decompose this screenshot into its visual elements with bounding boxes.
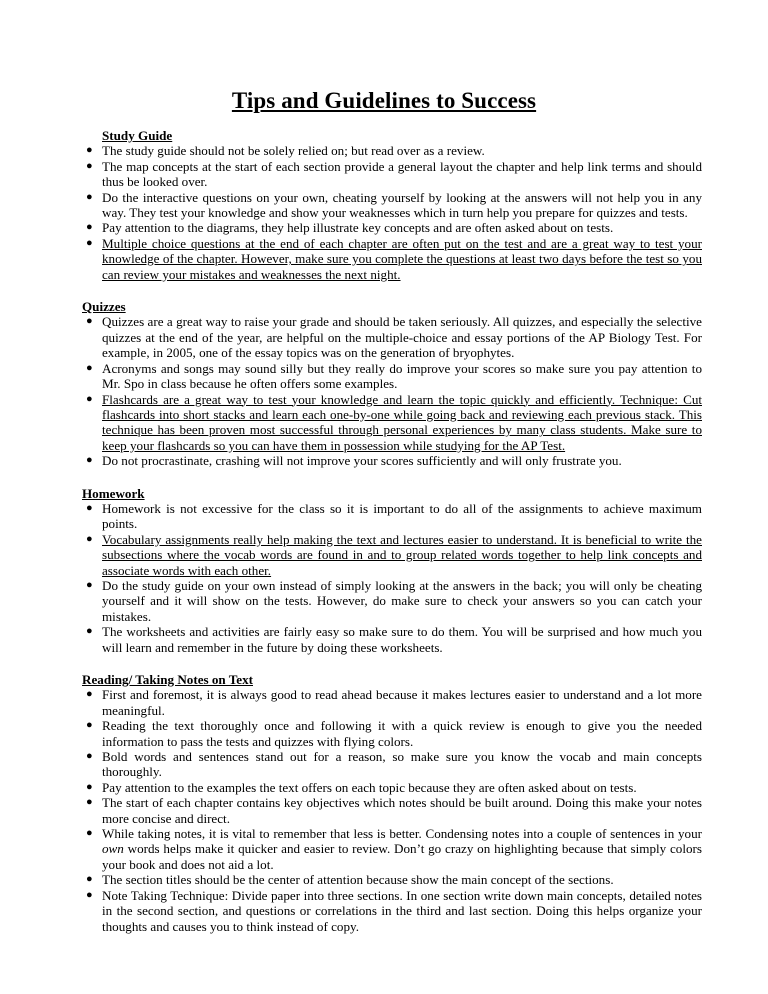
list-item: ● While taking notes, it is vital to remember that less is better. Condensing notes into a couple of sentences in your own words helps make it quicker and easier to review. Don’t go crazy on highlighting because that simply colors your book and does not aid a lot. [86, 826, 702, 872]
bullet-icon: ● [86, 796, 93, 809]
list-item: ● Pay attention to the examples the text offers on each topic because they are often asked about on tests. [86, 779, 637, 795]
bullet-list [82, 143, 702, 282]
list-item: ● Note Taking Technique: Divide paper into three sections. In one section write down main concepts, detailed notes in the second section, and questions or correlations in the third and last section. Doing this helps organize your thoughts and causes you to think instead of copy. [86, 887, 702, 934]
section-study-guide [82, 128, 702, 282]
list-item: ● The worksheets and activities are fairly easy so make sure to do them. You will be surprised and how much you will learn and remember in the future by doing these worksheets. [86, 624, 702, 655]
list-item-underlined: ● Flashcards are a great way to test your knowledge and learn the topic quickly and efficiently. Technique: Cut flashcards into short stacks and learn each one-by-one while going back and reviewing each previous stack. This technique has been proven most successful through personal experiences by many class students. Make sure to keep your flashcards so you can have them in possession while studying for the AP Test. [86, 391, 702, 453]
list-item: ● Reading the text thoroughly once and following it with a quick review is enough to give you the needed information to pass the tests and quizzes with flying colors. [86, 718, 702, 749]
bullet-icon: ● [86, 361, 93, 374]
emphasis-text: own [102, 841, 124, 857]
list-item: ● The start of each chapter contains key objectives which notes should be built around. Doing this make your notes more concise and direct. [86, 795, 702, 826]
list-item: ● Do the study guide on your own instead of simply looking at the answers in the back; you will only be cheating yourself and it will show on the tests. However, do make sure to check your answers so you can catch your mistakes. [86, 577, 702, 624]
bullet-icon: ● [86, 888, 93, 901]
list-item: ● The map concepts at the start of each section provide a general layout the chapter and help link terms and should thus be looked over. [86, 158, 702, 190]
section-heading: Homework [82, 485, 145, 501]
document-body [82, 128, 702, 951]
list-item-underlined: ● Multiple choice questions at the end of each chapter are often put on the test and are a great way to test your knowledge of the chapter. However, make sure you complete the questions at least two days before the test so you can review your mistakes and weaknesses the next night. [86, 235, 702, 282]
bullet-icon: ● [86, 688, 93, 701]
bullet-icon: ● [86, 532, 93, 545]
bullet-icon: ● [86, 159, 93, 172]
bullet-list [82, 687, 702, 934]
bullet-icon: ● [86, 190, 93, 203]
list-item: ● Bold words and sentences stand out for a reason, so make sure you know the vocab and main concepts thoroughly. [86, 749, 702, 780]
list-item: ● Homework is not excessive for the class so it is important to do all of the assignments to achieve maximum points. [86, 500, 702, 532]
section-heading: Reading/ Taking Notes on Text [82, 672, 253, 687]
bullet-list [82, 314, 702, 468]
list-item: ● Acronyms and songs may sound silly but they really do improve your scores so make sure you pay attention to Mr. Spo in class because he often offers some examples. [86, 360, 702, 392]
list-item: ● Do the interactive questions on your own, cheating yourself by looking at the answers will not help you in any way. They test your knowledge and show your weaknesses which in turn help you prepare for quizzes and tests. [86, 189, 702, 221]
bullet-icon: ● [86, 221, 93, 234]
bullet-icon: ● [86, 392, 93, 405]
section-homework [82, 486, 702, 655]
bullet-icon: ● [86, 454, 93, 467]
bullet-icon: ● [86, 501, 93, 514]
list-item: ● The study guide should not be solely relied on; but read over as a review. [86, 143, 485, 159]
section-heading: Quizzes [82, 299, 126, 315]
list-item-underlined: ● Vocabulary assignments really help making the text and lectures easier to understand. It is beneficial to write the subsections where the vocab words are found in and to group related words together to help link concepts and associate words with each other. [86, 531, 702, 578]
bullet-icon: ● [86, 873, 93, 886]
bullet-icon: ● [86, 578, 93, 591]
section-heading: Study Guide [102, 128, 173, 143]
list-item: ● First and foremost, it is always good to read ahead because it makes lectures easier to understand and a lot more meaningful. [86, 687, 702, 718]
bullet-icon: ● [86, 750, 93, 763]
bullet-icon: ● [86, 315, 93, 328]
bullet-icon: ● [86, 236, 93, 249]
section-reading-notes [82, 672, 702, 934]
bullet-icon: ● [86, 719, 93, 732]
list-item: ● Quizzes are a great way to raise your grade and should be taken seriously. All quizzes, and especially the selective quizzes at the end of the year, are helpful on the multiple-choice and essay portions of the AP Biology Test. For example, in 2005, one of the essay topics was on the generation of bryophytes. [86, 314, 702, 361]
list-item: ● Do not procrastinate, crashing will not improve your scores sufficiently and will only frustrate you. [86, 453, 622, 469]
section-quizzes [82, 299, 702, 468]
bullet-list [82, 501, 702, 655]
page-title: Tips and Guidelines to Success [231, 88, 537, 113]
list-item: ● Pay attention to the diagrams, they help illustrate key concepts and are often asked about on tests. [86, 220, 614, 236]
bullet-icon: ● [86, 625, 93, 638]
bullet-icon: ● [86, 827, 93, 840]
list-item: ● The section titles should be the center of attention because show the main concept of the sections. [86, 872, 614, 888]
bullet-icon: ● [86, 780, 93, 793]
bullet-icon: ● [86, 144, 93, 157]
